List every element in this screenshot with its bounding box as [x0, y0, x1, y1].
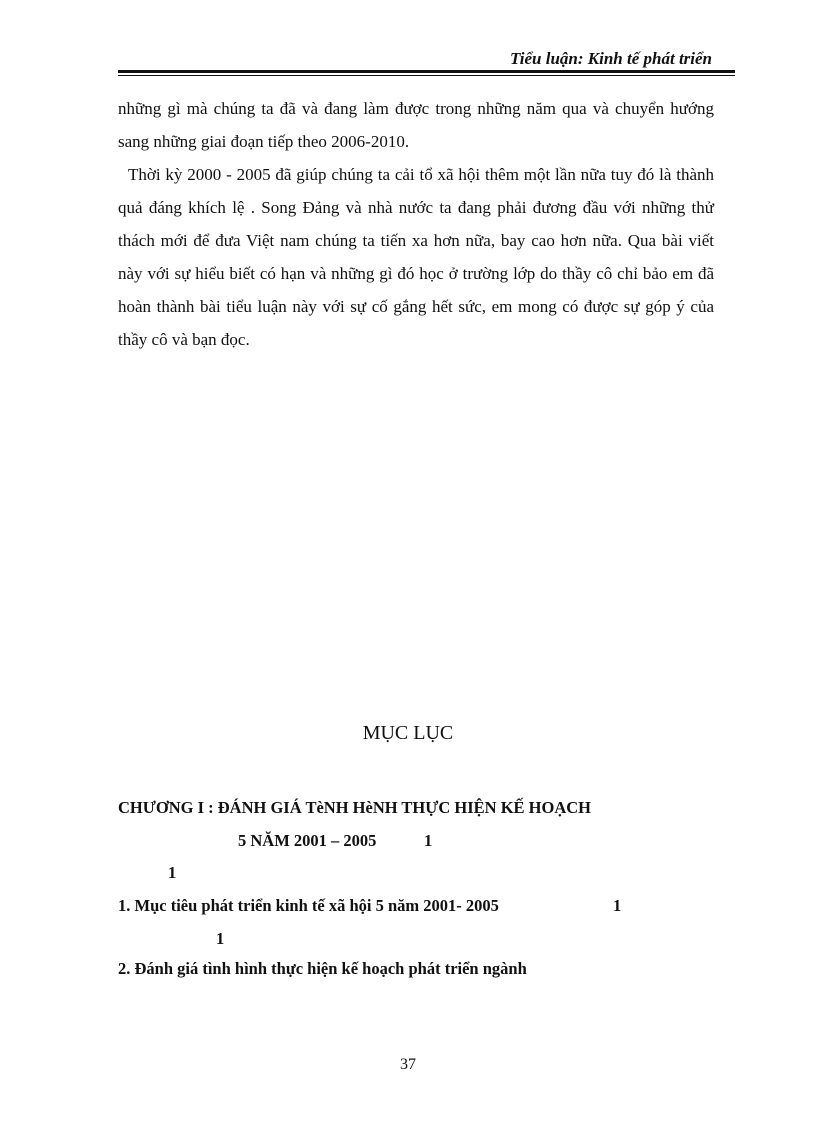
- toc-title: MỤC LỤC: [362, 722, 454, 744]
- page-header-title: Tiểu luận: Kinh tế phát triển: [510, 49, 712, 68]
- toc-chapter-1: CHƯƠNG I : ĐÁNH GIÁ TèNH HèNH THỰC HIỆN KẾ HOẠCH: [118, 798, 592, 817]
- toc-chapter-1-page-extra: 1: [168, 863, 177, 882]
- toc-item-1-page: 1: [613, 896, 622, 915]
- paragraph-2: Thời kỳ 2000 - 2005 đã giúp chúng ta cải tổ xã hội thêm một lần nữa tuy đó là thành quả đáng khích lệ . Song Đảng và nhà nước ta đang phải đương đầu với những thử thách mới để đưa Việt nam chúng ta tiến xa hơn nữa, bay cao hơn nữa. Qua bài viết này với sự hiểu biết có hạn và những gì đó học ở trường lớp do thầy cô chỉ bảo em đã hoàn thành bài tiểu luận này với sự cố gắng hết sức, em mong có được sự góp ý của thầy cô và bạn đọc.: [118, 165, 714, 349]
- toc-chapter-1-cont: 5 NĂM 2001 – 2005: [238, 831, 377, 850]
- toc-item-1: 1. Mục tiêu phát triển kinh tế xã hội 5 năm 2001- 2005: [118, 896, 499, 915]
- toc-item-1-page-extra: 1: [216, 929, 225, 948]
- paragraph-1: những gì mà chúng ta đã và đang làm được trong những năm qua và chuyển hướng sang những giai đoạn tiếp theo 2006-2010.: [118, 99, 714, 151]
- header-rule-thick: [118, 70, 735, 73]
- toc-chapter-1-page: 1: [424, 831, 433, 850]
- page-number: 37: [400, 1056, 416, 1073]
- header-rule-thin: [118, 75, 735, 76]
- toc-item-2: 2. Đánh giá tình hình thực hiện kế hoạch phát triển ngành: [118, 959, 527, 978]
- body-text: [118, 92, 714, 356]
